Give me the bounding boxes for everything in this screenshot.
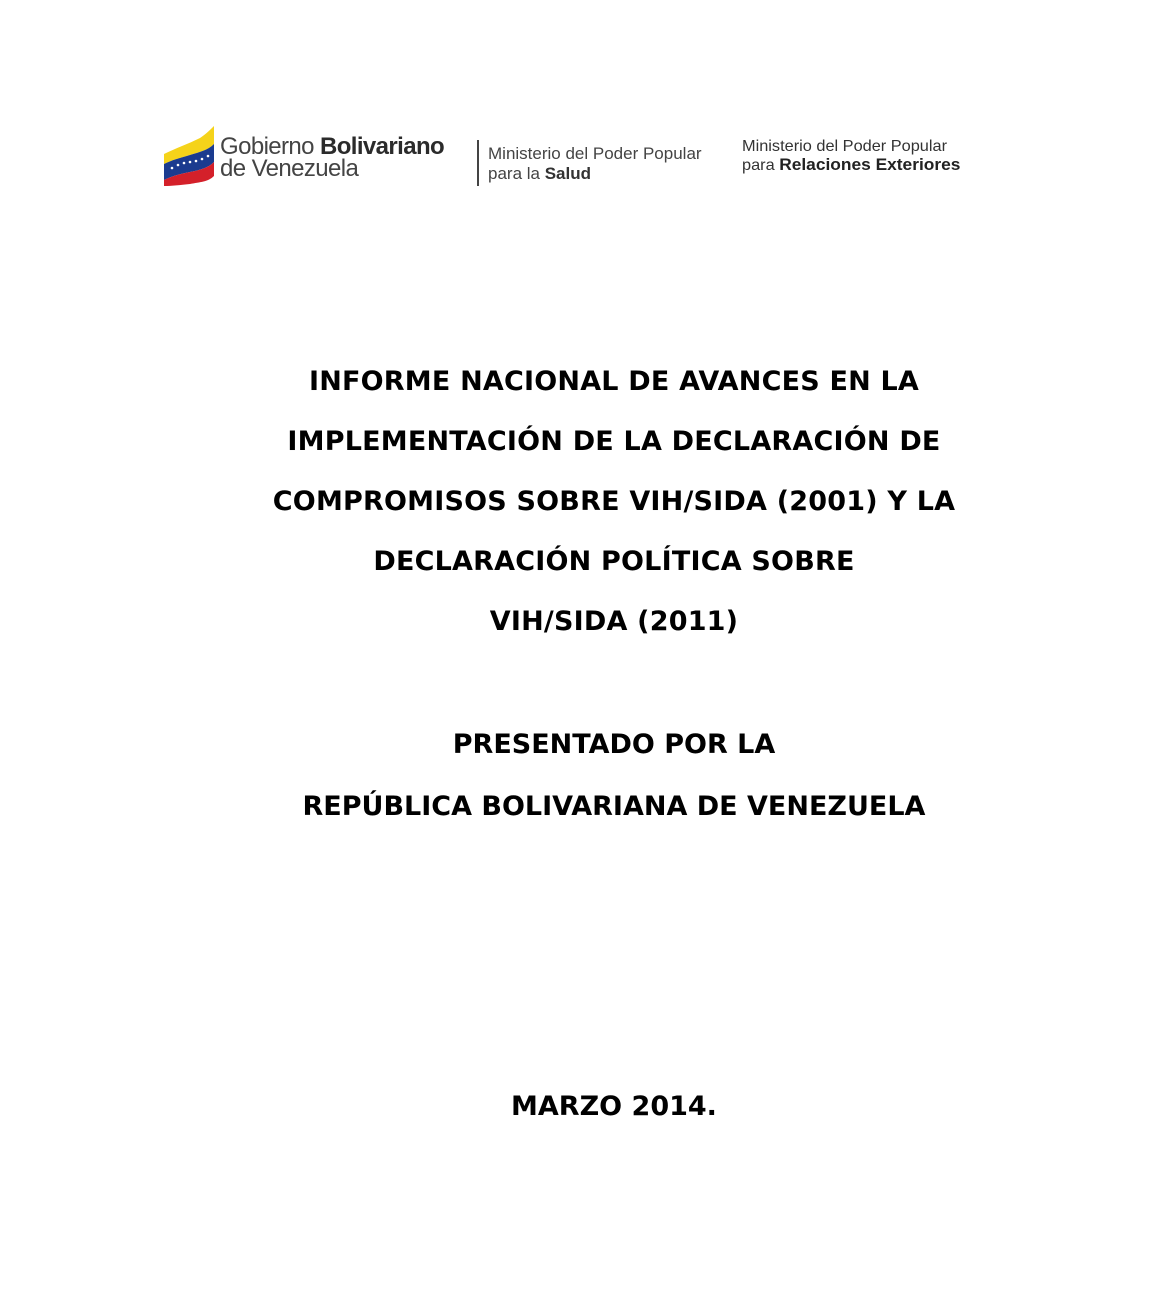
gov-logo-line2: de Venezuela (220, 155, 359, 182)
exteriores-logo (742, 138, 960, 175)
salud-logo-line1: Ministerio del Poder Popular (488, 144, 702, 163)
gov-logo-text (220, 133, 445, 182)
exteriores-logo-line1: Ministerio del Poder Popular (742, 138, 948, 155)
document-date: MARZO 2014. (511, 1091, 717, 1122)
document-title (0, 352, 1173, 652)
gov-logo-line1-regular: Gobierno (220, 133, 320, 160)
salud-logo (488, 144, 702, 184)
salud-logo-line2-bold: Salud (544, 164, 591, 183)
title-line: VIH/SIDA (2011) (489, 606, 739, 637)
presented-line: REPÚBLICA BOLIVARIANA DE VENEZUELA (302, 791, 926, 822)
title-line: IMPLEMENTACIÓN DE LA DECLARACIÓN DE (287, 426, 941, 457)
header-logos (162, 122, 1012, 192)
presented-by (0, 714, 1173, 838)
gov-logo-line1-bold: Bolivariano (320, 133, 445, 160)
salud-logo-line2-regular: para la (488, 164, 545, 183)
title-line: INFORME NACIONAL DE AVANCES EN LA (308, 366, 920, 397)
logo-separator (477, 140, 479, 186)
exteriores-logo-line2-bold: Relaciones Exteriores (779, 155, 961, 174)
title-line: COMPROMISOS SOBRE VIH/SIDA (2001) Y LA (272, 486, 956, 517)
venezuela-flag-icon (162, 124, 216, 186)
exteriores-logo-line2-regular: para (742, 157, 780, 174)
title-line: DECLARACIÓN POLÍTICA SOBRE (373, 546, 855, 577)
presented-line: PRESENTADO POR LA (452, 729, 776, 760)
